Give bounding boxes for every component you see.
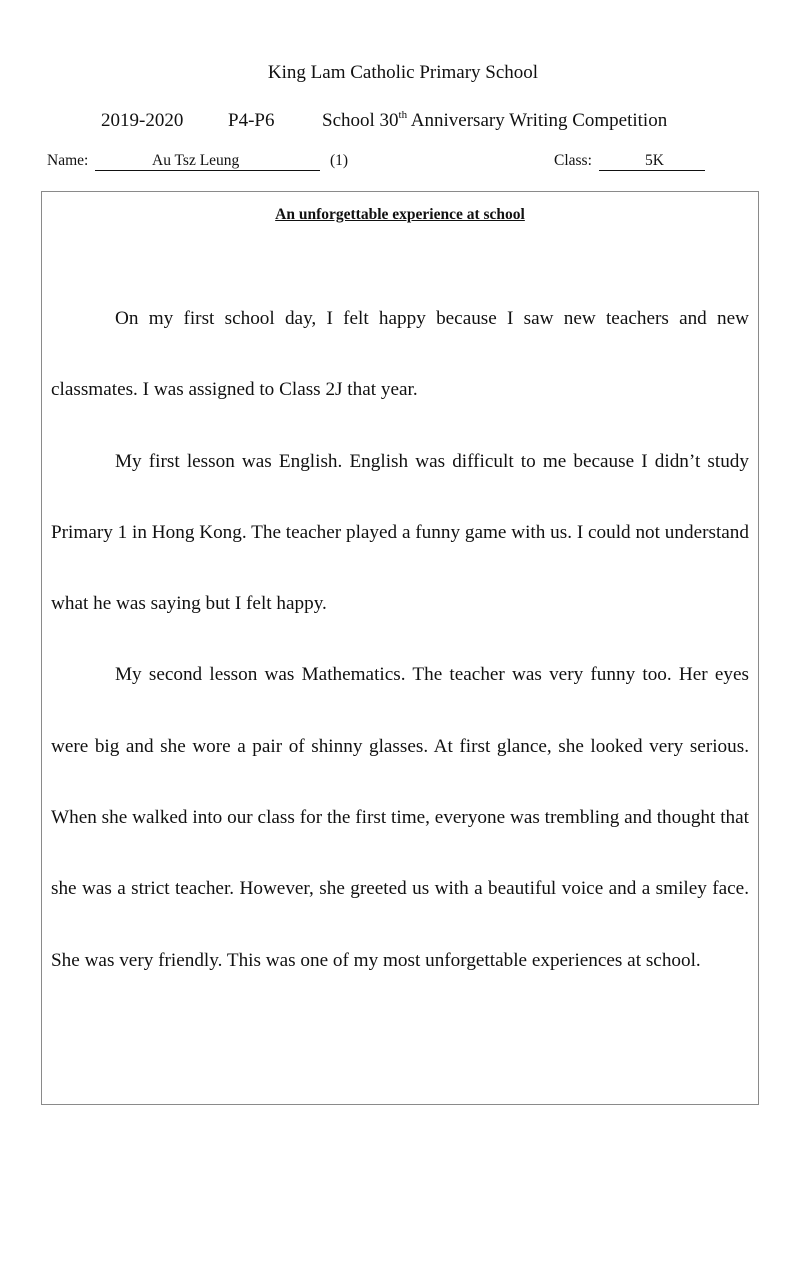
essay-paragraph: My first lesson was English. English was difficult to me because I didn’t study Primary 1 in Hong Kong. The teacher played a funny game with us. I could not understand what he was saying but I felt happy.	[51, 450, 749, 615]
student-name: Au Tsz Leung	[152, 152, 240, 169]
name-label: Name:	[47, 152, 89, 169]
school-year: 2019-2020	[101, 110, 184, 131]
class-number: (1)	[330, 152, 349, 169]
competition-title-post: Anniversary Writing Competition	[407, 110, 668, 131]
essay-paragraph: My second lesson was Mathematics. The teacher was very funny too. Her eyes were big and she wore a pair of shinny glasses. At first glance, she looked very serious. When she walked into our class for the first time, everyone was trembling and thought that she was a strict teacher. However, she greeted us with a beautiful voice and a smiley face. She was very friendly. This was one of my most unforgettable experiences at school.	[51, 664, 749, 971]
student-class: 5K	[645, 152, 664, 169]
competition-title	[322, 110, 667, 132]
class-field	[599, 152, 705, 171]
name-field	[95, 152, 320, 171]
class-label: Class:	[554, 152, 592, 169]
competition-title-pre: School 30	[322, 110, 399, 131]
grade-levels: P4-P6	[228, 110, 275, 131]
ordinal-suffix: th	[398, 109, 408, 121]
essay-body	[51, 283, 749, 996]
school-name: King Lam Catholic Primary School	[267, 62, 539, 83]
essay-paragraph: On my first school day, I felt happy because I saw new teachers and new classmates. I was assigned to Class 2J that year.	[51, 308, 749, 401]
essay-title: An unforgettable experience at school	[275, 206, 525, 223]
essay-box	[41, 191, 759, 1105]
